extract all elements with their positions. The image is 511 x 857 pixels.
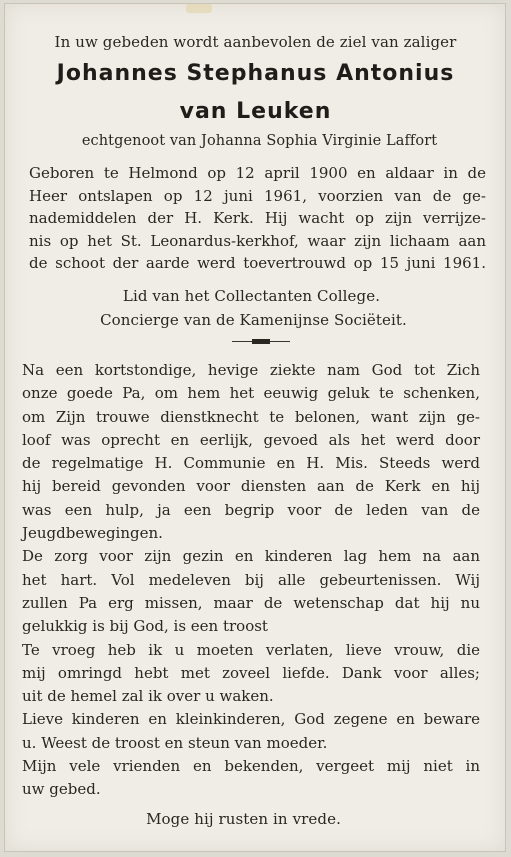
text-line: Mijn vele vrienden en bekenden, vergeet mij niet in xyxy=(22,757,480,776)
text-line: Na een kortstondige, hevige ziekte nam God tot Zich xyxy=(22,361,480,379)
text-line: De zorg voor zijn gezin en kinderen lag hem na aan xyxy=(22,547,480,566)
text-line: uw gebed. xyxy=(22,780,101,799)
text-line: loof was oprecht en eerlijk, gevoed als het werd door xyxy=(22,430,480,449)
paper-stain xyxy=(186,4,212,13)
memorial-text xyxy=(22,359,480,802)
text-line: het hart. Vol medeleven bij alle gebeurtenissen. Wij xyxy=(22,570,480,589)
deceased-name-line1: Johannes Stephanus Antonius xyxy=(56,61,455,86)
text-line: uit de hemel zal ik over u waken. xyxy=(22,687,274,706)
deceased-name-line2: van Leuken xyxy=(179,99,332,124)
text-line: was een hulp, ja een begrip voor de leden van de xyxy=(22,500,480,519)
biography-line: nademiddelen der H. Kerk. Hij wacht op zijn verrijze- xyxy=(29,209,486,227)
text-line: mij omringd hebt met zoveel liefde. Dank voor alles; xyxy=(22,663,480,682)
text-line: om Zijn trouwe dienstknecht te belonen, want zijn ge- xyxy=(22,407,480,426)
text-line: zullen Pa erg missen, maar de wetenschap dat hij nu xyxy=(22,593,480,612)
closing-line: Moge hij rusten in vrede. xyxy=(146,810,341,828)
text-line: gelukkig is bij God, is een troost xyxy=(22,617,268,636)
ornamental-divider xyxy=(232,339,290,344)
divider-center-ornament xyxy=(252,339,270,344)
biography-line: Heer ontslapen op 12 juni 1961, voorzien van de ge- xyxy=(29,186,486,205)
text-line: hij bereid gevonden voor diensten aan de Kerk en hij xyxy=(22,477,480,496)
spouse-line: echtgenoot van Johanna Sophia Virginie Laffort xyxy=(81,133,438,149)
text-line: onze goede Pa, om hem het eeuwig geluk te schenken, xyxy=(22,384,480,403)
text-line: Te vroeg heb ik u moeten verlaten, lieve vrouw, die xyxy=(22,640,480,659)
intro-line: In uw gebeden wordt aanbevolen de ziel van zaliger xyxy=(54,33,457,51)
biography-line: Geboren te Helmond op 12 april 1900 en aldaar in de xyxy=(29,164,486,182)
text-line: Lieve kinderen en kleinkinderen, God zegene en beware xyxy=(22,710,480,729)
concierge-line: Concierge van de Kamenijnse Sociëteit. xyxy=(100,311,407,329)
text-line: u. Weest de troost en steun van moeder. xyxy=(22,733,328,752)
biography-line: nis op het St. Leonardus-kerkhof, waar zijn lichaam aan xyxy=(29,231,486,250)
biography-line: de schoot der aarde werd toevertrouwd op 15 juni 1961. xyxy=(29,254,486,272)
text-line: Jeugdbewegingen. xyxy=(22,524,163,543)
biography-paragraph xyxy=(29,162,486,275)
membership-line: Lid van het Collectanten College. xyxy=(122,287,381,305)
text-line: de regelmatige H. Communie en H. Mis. Steeds werd xyxy=(22,454,480,473)
